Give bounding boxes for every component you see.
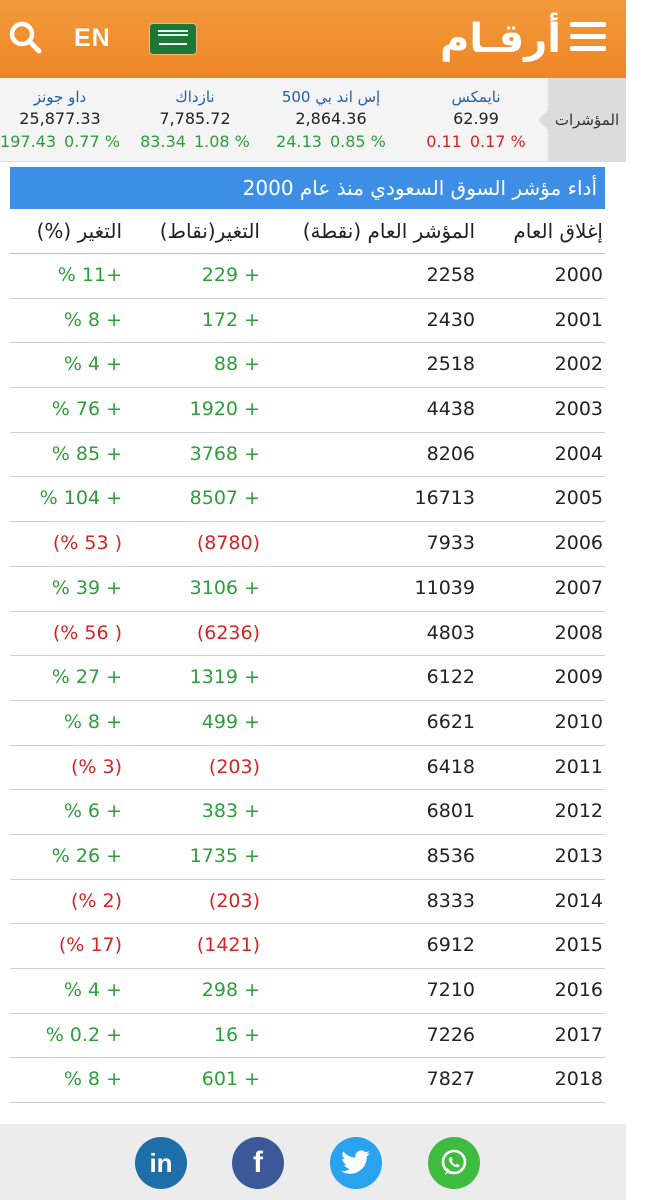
cell-year: 2008 [554, 621, 603, 644]
cell-change-percent: % 104 + [39, 487, 122, 510]
table-row [10, 656, 605, 701]
table-header-row [10, 209, 605, 254]
index-change-percent: 0.77 % [64, 132, 120, 151]
table-row [10, 746, 605, 791]
cell-change-percent: (% 17) [58, 934, 122, 957]
cell-year: 2000 [554, 264, 603, 286]
cell-index-value: 4803 [426, 621, 475, 644]
index-name: داو جونز [33, 88, 87, 106]
cell-change-points: (203) [208, 889, 260, 912]
cell-index-value: 16713 [414, 487, 475, 510]
index-sp500[interactable] [267, 86, 395, 154]
indices-tab[interactable]: المؤشرات [548, 78, 626, 162]
cell-change-points: 383 + [201, 800, 260, 823]
header-index: المؤشر العام (نقطة) [302, 219, 475, 243]
cell-change-percent: (% 3) [70, 755, 122, 778]
cell-index-value: 6801 [426, 800, 475, 823]
cell-change-points: 16 + [213, 1023, 260, 1046]
cell-change-percent: % 4 + [63, 979, 122, 1001]
cell-index-value: 8536 [426, 844, 475, 867]
cell-change-points: 229 + [201, 264, 260, 286]
cell-change-points: (1421) [196, 934, 260, 957]
cell-year: 2015 [554, 934, 603, 957]
cell-change-percent: % 8 + [63, 1068, 122, 1091]
table-body [10, 254, 605, 1103]
cell-change-percent: (% 56 ) [52, 621, 122, 644]
index-value: 25,877.33 [19, 109, 101, 128]
index-name: نايمكس [451, 88, 501, 106]
cell-index-value: 2518 [426, 353, 475, 376]
cell-index-value: 7933 [426, 532, 475, 555]
cell-year: 2006 [554, 532, 603, 555]
cell-change-percent: % 0.2 + [45, 1023, 122, 1046]
facebook-share-button[interactable] [232, 1137, 284, 1189]
cell-index-value: 7210 [426, 979, 475, 1001]
table-row [10, 299, 605, 344]
cell-index-value: 6621 [426, 710, 475, 733]
cell-index-value: 8206 [426, 442, 475, 465]
cell-index-value: 2430 [426, 308, 475, 331]
cell-change-percent: % 11+ [57, 264, 122, 286]
cell-index-value: 2258 [426, 264, 475, 286]
index-value: 62.99 [453, 109, 499, 128]
table-row [10, 477, 605, 522]
table-row [10, 343, 605, 388]
header-change-points: التغير(نقاط) [159, 219, 260, 243]
table-title: أداء مؤشر السوق السعودي منذ عام 2000 [10, 167, 605, 209]
cell-change-percent: % 8 + [63, 308, 122, 331]
whatsapp-share-button[interactable] [428, 1137, 480, 1189]
cell-index-value: 6418 [426, 755, 475, 778]
whatsapp-icon [439, 1148, 469, 1178]
cell-change-points: (203) [208, 755, 260, 778]
table-row [10, 522, 605, 567]
index-change-percent: 0.85 % [329, 132, 386, 151]
index-nymex[interactable] [412, 86, 540, 154]
cell-year: 2011 [554, 755, 603, 778]
index-nasdaq[interactable] [131, 86, 259, 154]
market-indices-bar [0, 78, 626, 162]
cell-change-points: (8780) [196, 532, 260, 555]
cell-change-points: 499 + [201, 710, 260, 733]
cell-year: 2017 [554, 1023, 603, 1046]
cell-year: 2003 [554, 398, 603, 421]
cell-index-value: 4438 [426, 398, 475, 421]
argaam-logo[interactable]: أرقـام [440, 16, 561, 62]
cell-change-percent: % 26 + [51, 844, 122, 867]
index-change [0, 130, 124, 154]
cell-change-percent: % 27 + [51, 666, 122, 689]
cell-year: 2013 [554, 844, 603, 867]
cell-index-value: 7827 [426, 1068, 475, 1091]
table-row [10, 969, 605, 1014]
table-row [10, 924, 605, 969]
header-change-percent: التغير (%) [36, 219, 122, 243]
index-change-percent: 0.17 % [469, 132, 526, 151]
cell-year: 2002 [554, 353, 603, 376]
cell-change-points: 172 + [201, 308, 260, 331]
cell-year: 2004 [554, 442, 603, 465]
cell-change-points: 3106 + [189, 576, 260, 599]
index-change-points: 197.43 [0, 132, 57, 151]
hamburger-menu-icon[interactable] [570, 22, 606, 52]
index-change [267, 130, 395, 154]
cell-year: 2009 [554, 666, 603, 689]
table-row [10, 1058, 605, 1103]
table-row [10, 1014, 605, 1059]
cell-change-points: (6236) [196, 621, 260, 644]
search-icon[interactable] [8, 20, 42, 54]
cell-year: 2007 [554, 576, 603, 599]
cell-year: 2012 [554, 800, 603, 823]
table-row [10, 880, 605, 925]
index-change [412, 130, 540, 154]
cell-index-value: 8333 [426, 889, 475, 912]
cell-change-points: 1920 + [189, 398, 260, 421]
table-row [10, 254, 605, 299]
cell-year: 2010 [554, 710, 603, 733]
cell-change-points: 8507 + [189, 487, 260, 510]
twitter-bird-icon [341, 1150, 371, 1176]
table-row [10, 388, 605, 433]
saudi-flag-icon[interactable] [150, 24, 196, 54]
index-change [131, 130, 259, 154]
index-change-percent: 1.08 % [193, 132, 250, 151]
language-toggle-button[interactable]: EN [74, 24, 111, 52]
table-row [10, 433, 605, 478]
cell-index-value: 11039 [414, 576, 475, 599]
linkedin-icon: in [149, 1147, 173, 1178]
cell-change-percent: % 85 + [51, 442, 122, 465]
cell-index-value: 6912 [426, 934, 475, 957]
cell-change-percent: % 39 + [51, 576, 122, 599]
index-change-points: 83.34 [140, 132, 186, 151]
cell-change-points: 3768 + [189, 442, 260, 465]
cell-change-points: 1735 + [189, 844, 260, 867]
table-row [10, 701, 605, 746]
cell-year: 2001 [554, 308, 603, 331]
cell-change-points: 88 + [213, 353, 260, 376]
index-name: نازداك [175, 88, 215, 106]
table-row [10, 612, 605, 657]
index-value: 7,785.72 [159, 109, 231, 128]
table-row [10, 567, 605, 612]
index-value: 2,864.36 [295, 109, 367, 128]
cell-year: 2018 [554, 1068, 603, 1091]
index-change-points: 24.13 [276, 132, 322, 151]
cell-change-percent: % 76 + [51, 398, 122, 421]
cell-index-value: 7226 [426, 1023, 475, 1046]
cell-index-value: 6122 [426, 666, 475, 689]
cell-change-points: 1319 + [189, 666, 260, 689]
facebook-icon: f [253, 1146, 263, 1179]
cell-change-percent: (% 53 ) [52, 532, 122, 555]
linkedin-share-button[interactable] [135, 1137, 187, 1189]
cell-year: 2014 [554, 889, 603, 912]
cell-change-points: 601 + [201, 1068, 260, 1091]
table-row [10, 790, 605, 835]
cell-change-percent: % 6 + [63, 800, 122, 823]
cell-change-percent: % 4 + [63, 353, 122, 376]
header-year: إغلاق العام [513, 219, 603, 243]
index-name: إس اند بي 500 [281, 88, 381, 106]
cell-year: 2005 [554, 487, 603, 510]
twitter-share-button[interactable] [330, 1137, 382, 1189]
cell-change-percent: % 8 + [63, 710, 122, 733]
cell-change-points: 298 + [201, 979, 260, 1001]
index-dow-jones[interactable] [0, 86, 124, 154]
index-change-points: 0.11 [426, 132, 462, 151]
cell-change-percent: (% 2) [70, 889, 122, 912]
app-header [0, 0, 626, 78]
share-bar [0, 1124, 626, 1200]
cell-year: 2016 [554, 979, 603, 1001]
table-row [10, 835, 605, 880]
